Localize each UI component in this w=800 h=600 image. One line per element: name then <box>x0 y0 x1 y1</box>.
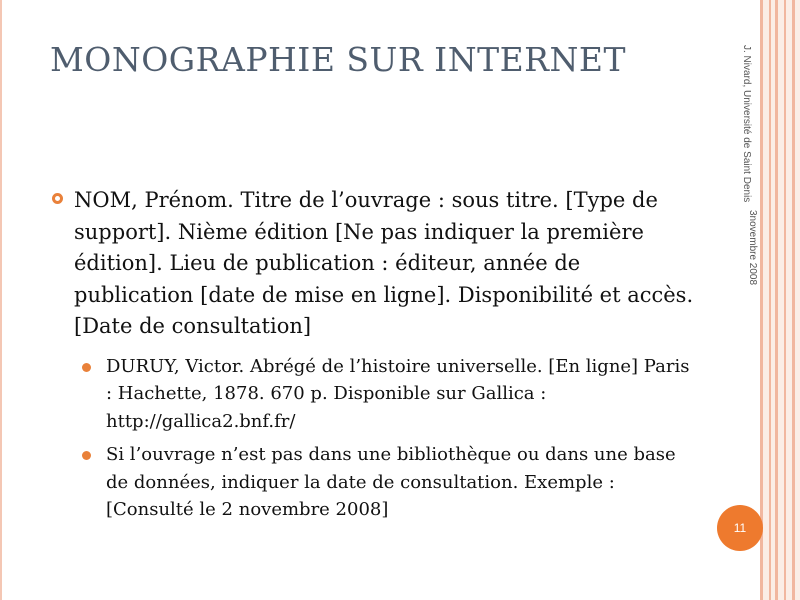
main-bullet <box>50 185 695 343</box>
stripe <box>792 0 795 600</box>
author-footer: J. Nivard, Université de Saint Denis <box>741 45 752 203</box>
slide-title: MONOGRAPHIE SUR INTERNET <box>50 40 626 79</box>
page-number-badge: 11 <box>717 505 763 551</box>
main-bullet-text: NOM, Prénom. Titre de l’ouvrage : sous titre. [Type de support]. Nième édition [Ne pas indiquer la première édition]. Lieu de publication : éditeur, année de publication [date de mise en ligne]. Disponibilité et accès. [Date de consultation] <box>74 188 694 338</box>
stripe <box>769 0 771 600</box>
date-footer: 3novembre 2008 <box>747 210 758 286</box>
sub-bullet-text: DURUY, Victor. Abrégé de l’histoire universelle. [En ligne] Paris : Hachette, 1878. 670 p. Disponible sur Gallica : http://gallica2.bnf.fr/ <box>106 355 690 432</box>
sub-bullet <box>80 353 695 436</box>
hollow-bullet-icon <box>52 193 63 204</box>
filled-bullet-icon <box>82 363 91 372</box>
stripe <box>775 0 778 600</box>
decorative-stripes <box>760 0 800 600</box>
sub-bullet-text: Si l’ouvrage n’est pas dans une bibliothèque ou dans une base de données, indiquer la date de consultation. Exemple : [Consulté le 2 novembre 2008] <box>106 444 676 520</box>
filled-bullet-icon <box>82 451 91 460</box>
sub-bullet-list <box>80 353 695 524</box>
stripe <box>784 0 786 600</box>
sub-bullet <box>80 441 695 524</box>
slide-content <box>50 185 695 530</box>
stripe <box>760 0 763 600</box>
